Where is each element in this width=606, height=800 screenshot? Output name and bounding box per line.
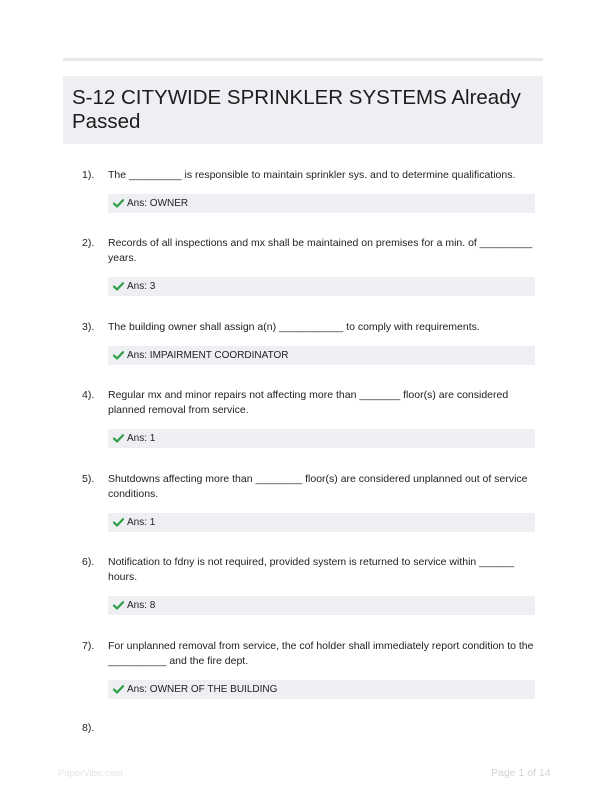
answer-box <box>108 346 535 365</box>
check-icon <box>112 198 124 210</box>
question-text: Shutdowns affecting more than ________ floor(s) are considered unplanned out of service conditions. <box>108 473 528 500</box>
answer-box <box>108 513 535 532</box>
answer-text: Ans: 1 <box>127 433 156 444</box>
question-text: Regular mx and minor repairs not affecting more than _______ floor(s) are considered planned removal from service. <box>108 389 509 416</box>
question-number: 3). <box>82 321 95 333</box>
question-number: 6). <box>82 556 95 568</box>
answer-text: Ans: OWNER <box>127 198 189 209</box>
question-number: 8). <box>82 722 95 734</box>
question-text: For unplanned removal from service, the cof holder shall immediately report condition to the __________ and the fire dept. <box>108 640 534 667</box>
check-icon <box>112 433 124 445</box>
answer-box <box>108 277 535 296</box>
question-text: The building owner shall assign a(n) ___________ to comply with requirements. <box>108 321 480 333</box>
question-number: 7). <box>82 640 95 652</box>
answer-text: Ans: 3 <box>127 281 156 292</box>
answer-text: Ans: 8 <box>127 600 156 611</box>
answer-text: Ans: 1 <box>127 517 156 528</box>
question-number: 4). <box>82 389 95 401</box>
question-text: Notification to fdny is not required, provided system is returned to service within ______ hours. <box>108 556 515 583</box>
title-banner <box>63 76 543 144</box>
check-icon <box>112 684 124 696</box>
question-number: 2). <box>82 237 95 249</box>
answer-box <box>108 429 535 448</box>
question-text: The _________ is responsible to maintain sprinkler sys. and to determine qualifications. <box>108 169 516 181</box>
question-text: Records of all inspections and mx shall be maintained on premises for a min. of _________ years. <box>108 237 533 264</box>
check-icon <box>112 281 124 293</box>
watermark-text: PaperVibe.com <box>58 768 123 779</box>
answer-text: Ans: OWNER OF THE BUILDING <box>127 684 278 695</box>
answer-text: Ans: IMPAIRMENT COORDINATOR <box>127 350 289 361</box>
answer-box <box>108 596 535 615</box>
question-number: 1). <box>82 169 95 181</box>
page-indicator: Page 1 of 14 <box>491 767 551 779</box>
answer-box <box>108 680 535 699</box>
check-icon <box>112 350 124 362</box>
page-title: S-12 CITYWIDE SPRINKLER SYSTEMS Already Passed <box>72 86 521 133</box>
top-divider <box>63 58 543 61</box>
question-number: 5). <box>82 473 95 485</box>
check-icon <box>112 517 124 529</box>
check-icon <box>112 600 124 612</box>
answer-box <box>108 194 535 213</box>
